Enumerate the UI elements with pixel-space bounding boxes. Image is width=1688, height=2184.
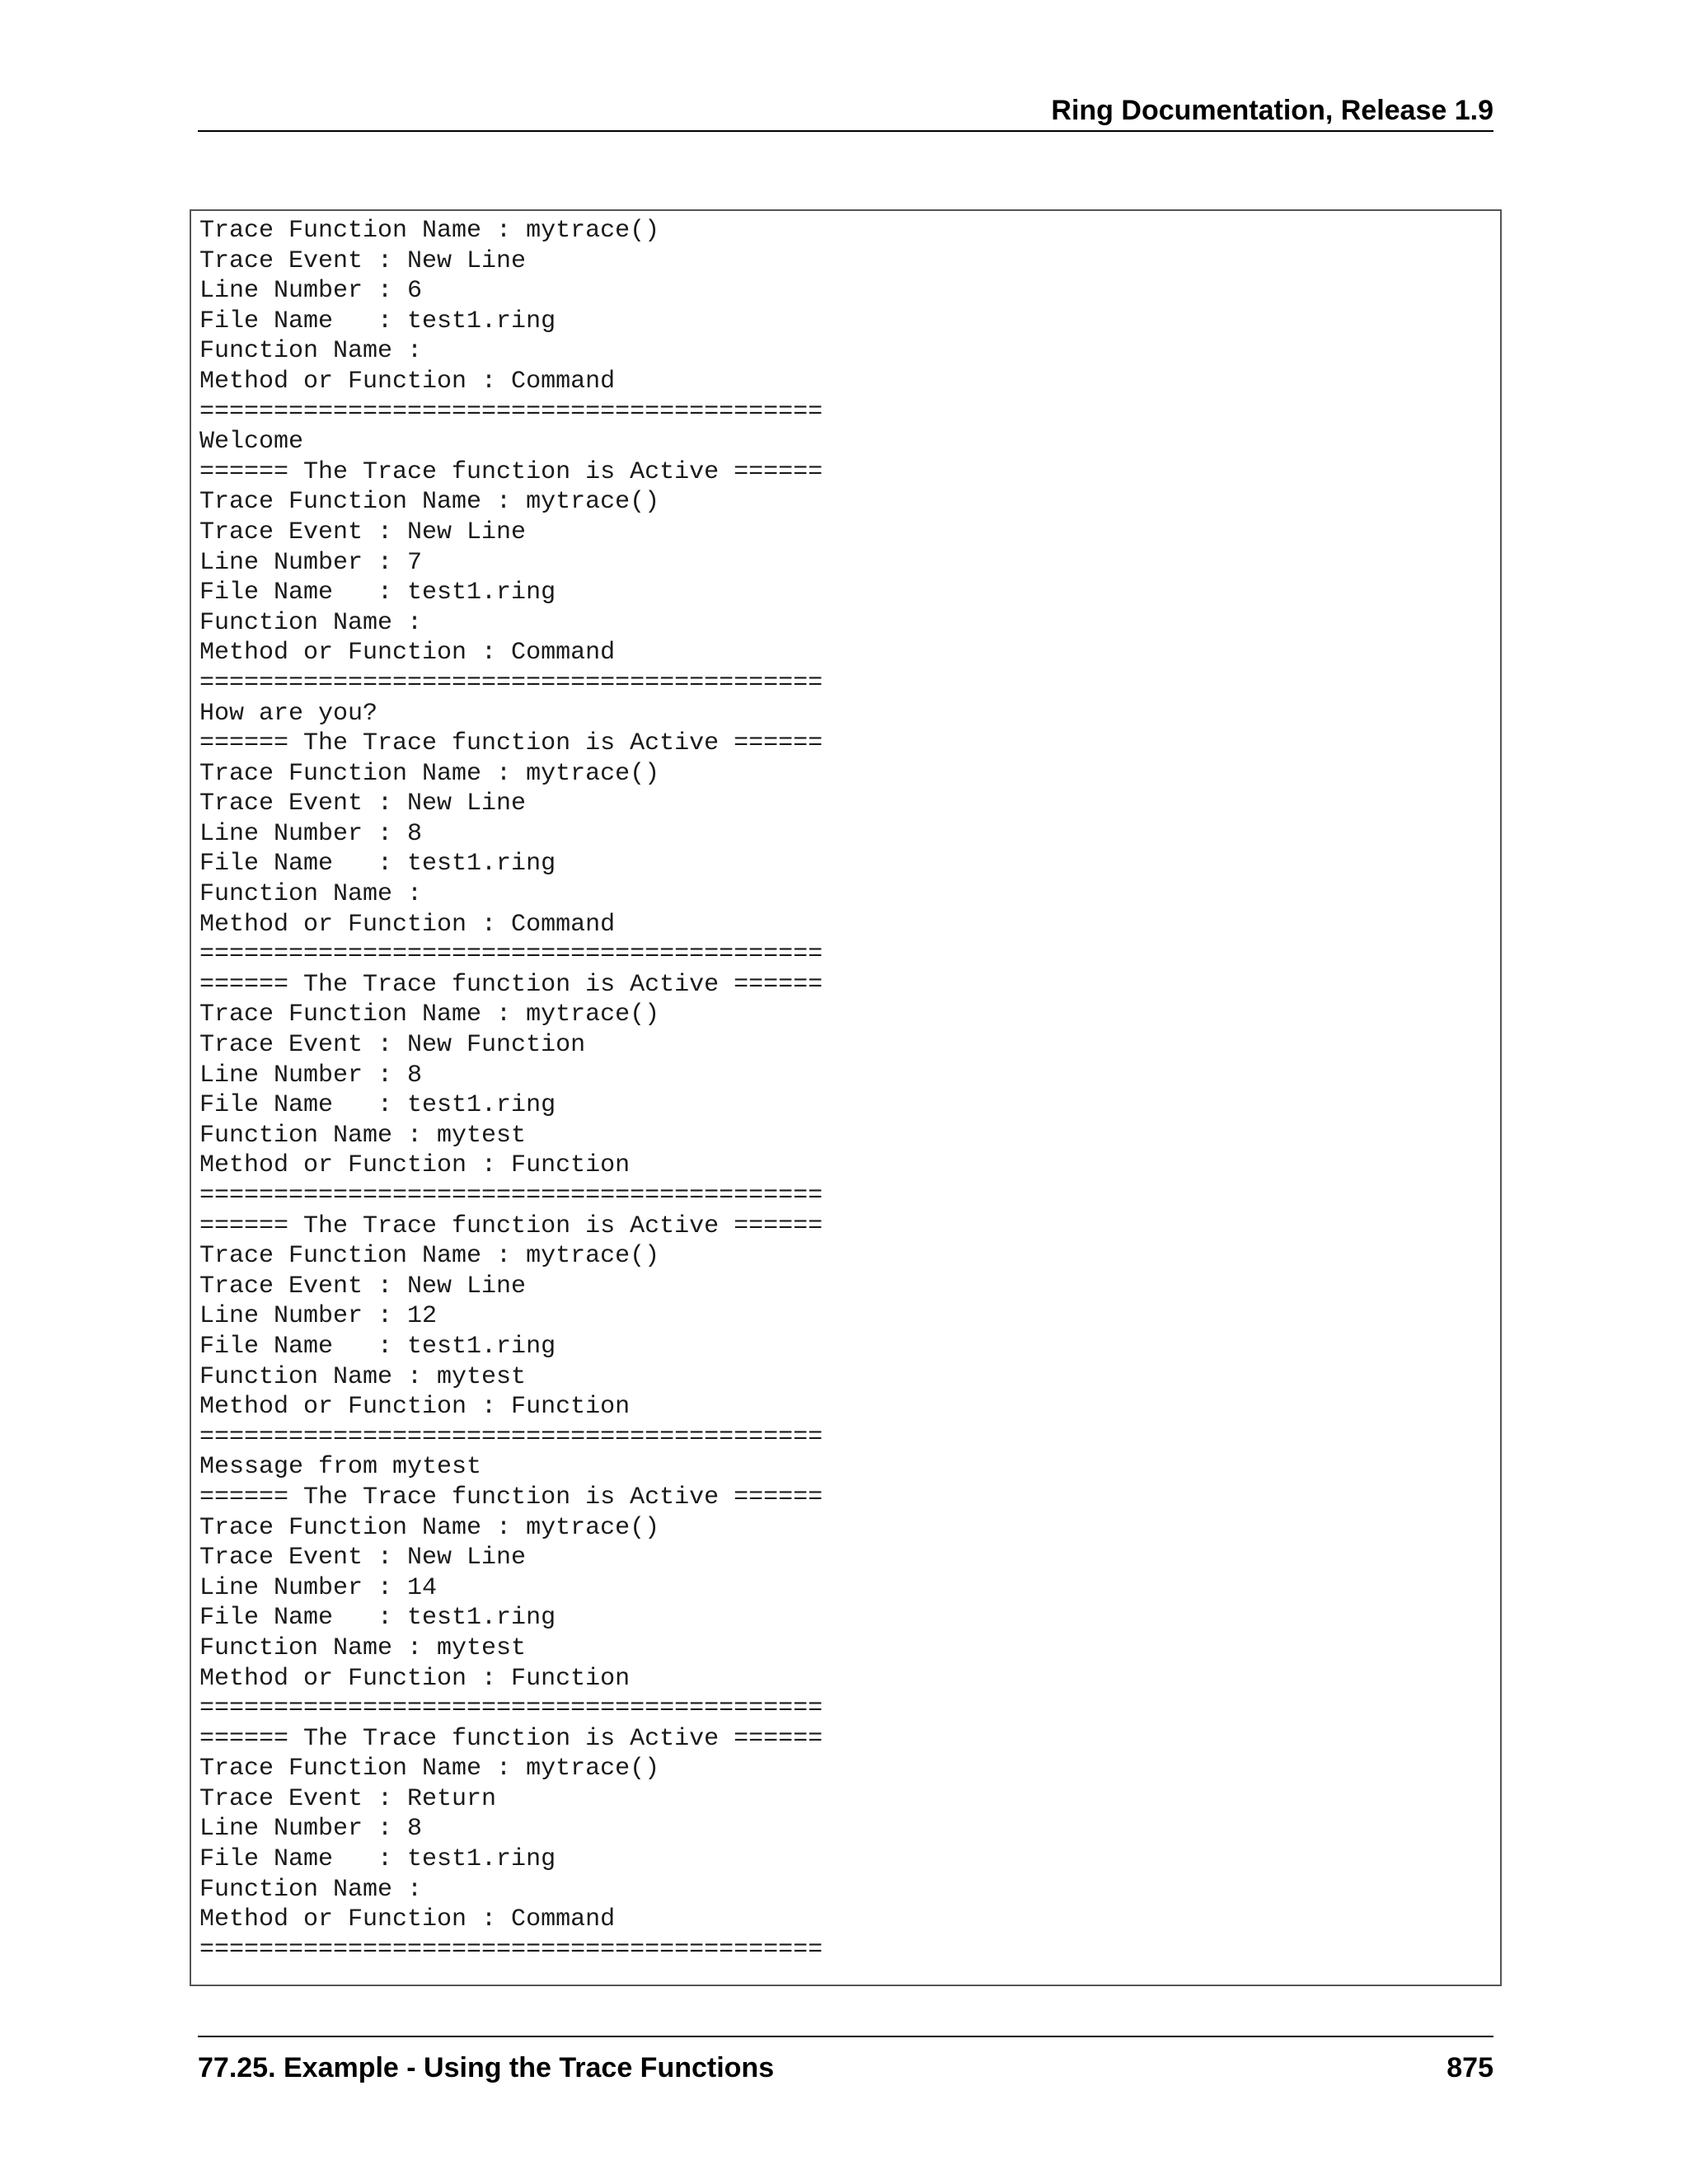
- code-line: ====== The Trace function is Active ======: [199, 457, 823, 486]
- code-line: Method or Function : Function: [199, 1151, 631, 1180]
- code-line: Method or Function : Function: [199, 1664, 631, 1693]
- code-line: Trace Function Name : mytrace(): [199, 1001, 660, 1029]
- code-lines: [199, 216, 1493, 1965]
- page-number: 875: [1447, 2052, 1493, 2083]
- code-line: ==========================================: [199, 1422, 823, 1451]
- code-line: ====== The Trace function is Active ======: [199, 1483, 823, 1511]
- code-line: Trace Function Name : mytrace(): [199, 1755, 660, 1783]
- code-line: Function Name : mytest: [199, 1633, 527, 1662]
- code-line: Line Number : 14: [199, 1573, 438, 1602]
- code-line: ==========================================: [199, 397, 823, 426]
- code-line: File Name : test1.ring: [199, 1091, 556, 1120]
- code-line: Line Number : 8: [199, 1061, 423, 1090]
- code-line: Method or Function : Command: [199, 639, 616, 668]
- code-line: Function Name : mytest: [199, 1121, 527, 1150]
- code-line: ==========================================: [199, 940, 823, 969]
- code-line: Line Number : 12: [199, 1302, 438, 1331]
- code-line: Line Number : 8: [199, 819, 423, 848]
- code-line: Message from mytest: [199, 1453, 482, 1482]
- code-line: Trace Event : New Line: [199, 1272, 527, 1301]
- code-line: ==========================================: [199, 1694, 823, 1723]
- code-line: Trace Function Name : mytrace(): [199, 759, 660, 788]
- code-line: Function Name :: [199, 1875, 423, 1904]
- code-line: ====== The Trace function is Active ======: [199, 970, 823, 999]
- code-line: ==========================================: [199, 1182, 823, 1210]
- code-line: Trace Function Name : mytrace(): [199, 1242, 660, 1271]
- code-line: Trace Function Name : mytrace(): [199, 217, 660, 245]
- code-line: Method or Function : Command: [199, 1905, 616, 1934]
- code-line: File Name : test1.ring: [199, 1845, 556, 1874]
- document-title: Ring Documentation, Release 1.9: [1051, 95, 1493, 126]
- code-line: Trace Event : New Function: [199, 1031, 586, 1060]
- code-line: Trace Function Name : mytrace(): [199, 488, 660, 517]
- code-block: [190, 209, 1502, 1986]
- footer-section-title: 77.25. Example - Using the Trace Functions: [198, 2052, 775, 2083]
- code-line: Line Number : 6: [199, 277, 423, 306]
- code-line: Function Name :: [199, 608, 423, 637]
- code-line: ====== The Trace function is Active ======: [199, 1212, 823, 1240]
- code-line: Trace Event : New Line: [199, 518, 527, 546]
- code-line: Function Name :: [199, 337, 423, 366]
- code-line: Method or Function : Command: [199, 367, 616, 396]
- code-line: File Name : test1.ring: [199, 579, 556, 607]
- code-line: Trace Event : Return: [199, 1784, 497, 1813]
- code-line: Trace Event : New Line: [199, 246, 527, 275]
- code-line: Trace Function Name : mytrace(): [199, 1513, 660, 1542]
- page-footer: [198, 2036, 1493, 2085]
- code-line: ====== The Trace function is Active ======: [199, 1724, 823, 1753]
- code-line: Method or Function : Function: [199, 1393, 631, 1422]
- code-line: ====== The Trace function is Active ======: [199, 729, 823, 758]
- code-line: File Name : test1.ring: [199, 1604, 556, 1633]
- code-line: ==========================================: [199, 1935, 823, 1964]
- code-line: File Name : test1.ring: [199, 850, 556, 879]
- code-line: Welcome: [199, 428, 304, 457]
- code-line: Line Number : 8: [199, 1815, 423, 1844]
- page-header: [198, 91, 1493, 132]
- code-line: ==========================================: [199, 668, 823, 697]
- code-line: Function Name :: [199, 880, 423, 909]
- code-line: File Name : test1.ring: [199, 307, 556, 335]
- code-line: How are you?: [199, 699, 378, 728]
- code-line: Function Name : mytest: [199, 1362, 527, 1391]
- code-line: Line Number : 7: [199, 548, 423, 577]
- code-line: Trace Event : New Line: [199, 790, 527, 818]
- code-line: File Name : test1.ring: [199, 1332, 556, 1361]
- code-line: Method or Function : Command: [199, 910, 616, 939]
- code-line: Trace Event : New Line: [199, 1544, 527, 1572]
